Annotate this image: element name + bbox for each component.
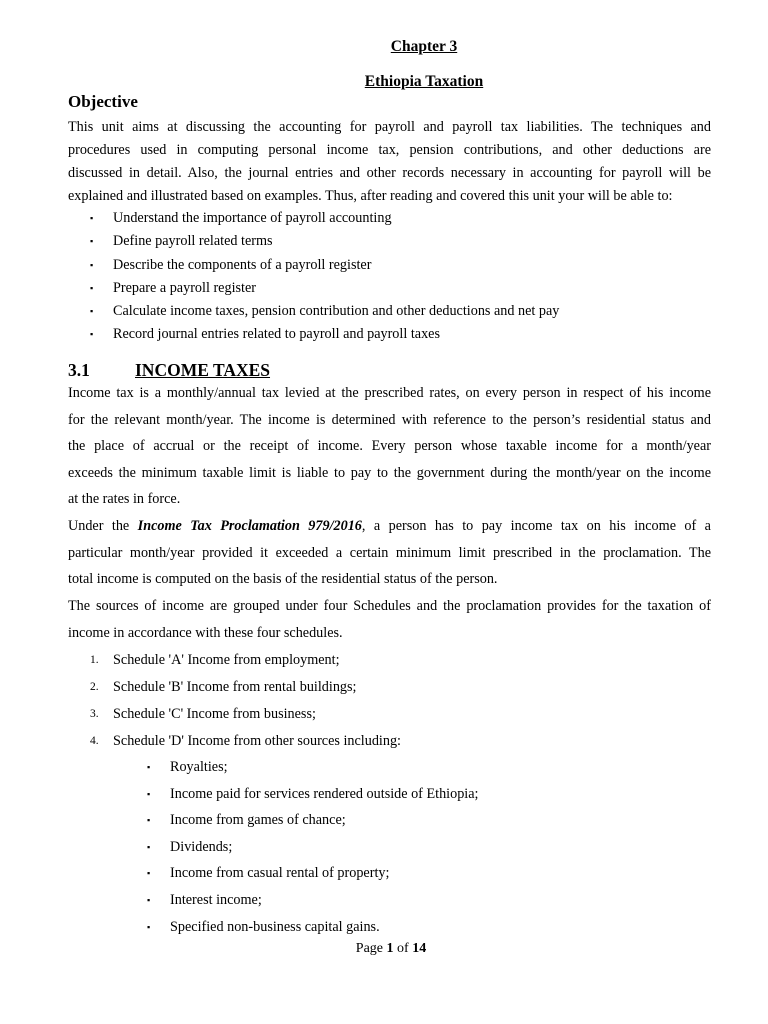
- schedules-list: [90, 647, 401, 755]
- objectives-list: [90, 207, 559, 347]
- text-line: the place of accrual or the receipt of income. Every person whose taxable income for a month/year: [68, 438, 711, 454]
- bullet-icon: ▪: [90, 329, 94, 340]
- bullet-icon: ▪: [147, 841, 151, 852]
- bullet-icon: ▪: [90, 259, 94, 270]
- list-item: ▪ Income from games of chance;: [147, 807, 478, 834]
- section-number: 3.1: [68, 360, 90, 380]
- text-line: at the rates in force.: [68, 491, 181, 507]
- bullet-icon: ▪: [147, 868, 151, 879]
- text-line: particular month/year provided it exceeded a certain minimum limit prescribed in the proclamation. The: [68, 544, 711, 561]
- text-line: The sources of income are grouped under four Schedules and the proclamation provides for the taxation of: [68, 598, 711, 614]
- current-page: 1: [386, 941, 394, 956]
- bullet-icon: ▪: [147, 762, 151, 772]
- text-line: exceeds the minimum taxable limit is liable to pay to the government during the month/year on the income: [68, 464, 711, 481]
- list-item: 4. Schedule 'D' Income from other sources including:: [90, 733, 401, 749]
- page-footer: Page 1 of 14: [355, 941, 427, 956]
- list-item: ▪ Income paid for services rendered outside of Ethiopia;: [147, 781, 478, 808]
- bullet-icon: ▪: [90, 282, 94, 293]
- list-item: ▪ Describe the components of a payroll register: [90, 254, 559, 277]
- list-item: ▪ Dividends;: [147, 834, 478, 861]
- list-item: ▪ Prepare a payroll register: [90, 277, 559, 300]
- list-item: ▪ Royalties;: [147, 754, 478, 781]
- list-item: ▪ Define payroll related terms: [90, 230, 559, 253]
- text-line: total income is computed on the basis of the residential status of the person.: [68, 571, 498, 587]
- section-title: INCOME TAXES: [135, 360, 271, 380]
- section-heading: [68, 360, 270, 381]
- list-item: 2. Schedule 'B' Income from rental buildings;: [90, 679, 357, 695]
- bullet-icon: ▪: [90, 236, 94, 247]
- chapter-number: Chapter 3: [390, 38, 458, 55]
- list-item: ▪ Specified non-business capital gains.: [147, 914, 478, 941]
- list-item: ▪ Income from casual rental of property;: [147, 860, 478, 887]
- proclamation-paragraph: [68, 513, 711, 593]
- bullet-icon: ▪: [147, 921, 151, 932]
- objective-heading: Objective: [68, 92, 138, 111]
- list-item: 3. Schedule 'C' Income from business;: [90, 706, 316, 722]
- text-line: Under the Income Tax Proclamation 979/2016, a person has to pay income tax on his income of a: [68, 518, 711, 534]
- text-line: discussed in detail. Also, the journal entries and other records necessary in accounting for payroll will be: [68, 165, 711, 181]
- other-sources-list: [147, 754, 478, 940]
- text-line: for the relevant month/year. The income is determined with reference to the person’s residential status and: [68, 411, 711, 428]
- text-line: income in accordance with these four schedules.: [68, 624, 343, 641]
- bullet-icon: ▪: [90, 213, 94, 223]
- bullet-icon: ▪: [147, 815, 151, 826]
- list-item: ▪ Calculate income taxes, pension contribution and other deductions and net pay: [90, 300, 559, 323]
- text-line: explained and illustrated based on examples. Thus, after reading and covered this unit your will be able to:: [68, 188, 673, 204]
- list-item: ▪ Interest income;: [147, 887, 478, 914]
- text-line: Income tax is a monthly/annual tax levied at the prescribed rates, on every person in respect of his income: [68, 385, 711, 401]
- text-line: procedures used in computing personal income tax, pension contributions, and other deductions are: [68, 142, 711, 158]
- bullet-icon: ▪: [147, 894, 151, 905]
- proclamation-name: Income Tax Proclamation 979/2016: [137, 518, 362, 534]
- bullet-icon: ▪: [147, 788, 151, 799]
- bullet-icon: ▪: [90, 306, 94, 317]
- list-item: ▪ Record journal entries related to payroll and payroll taxes: [90, 323, 559, 346]
- schedules-intro-paragraph: [68, 593, 711, 646]
- total-pages: 14: [412, 941, 427, 956]
- list-item: 1. Schedule 'A' Income from employment;: [90, 652, 340, 668]
- income-tax-paragraph: [68, 380, 711, 513]
- objective-paragraph: [68, 116, 711, 208]
- text-line: This unit aims at discussing the accounting for payroll and payroll tax liabilities. The techniques and: [68, 119, 711, 135]
- chapter-title: Ethiopia Taxation: [364, 73, 484, 90]
- list-item: ▪ Understand the importance of payroll accounting: [90, 207, 559, 230]
